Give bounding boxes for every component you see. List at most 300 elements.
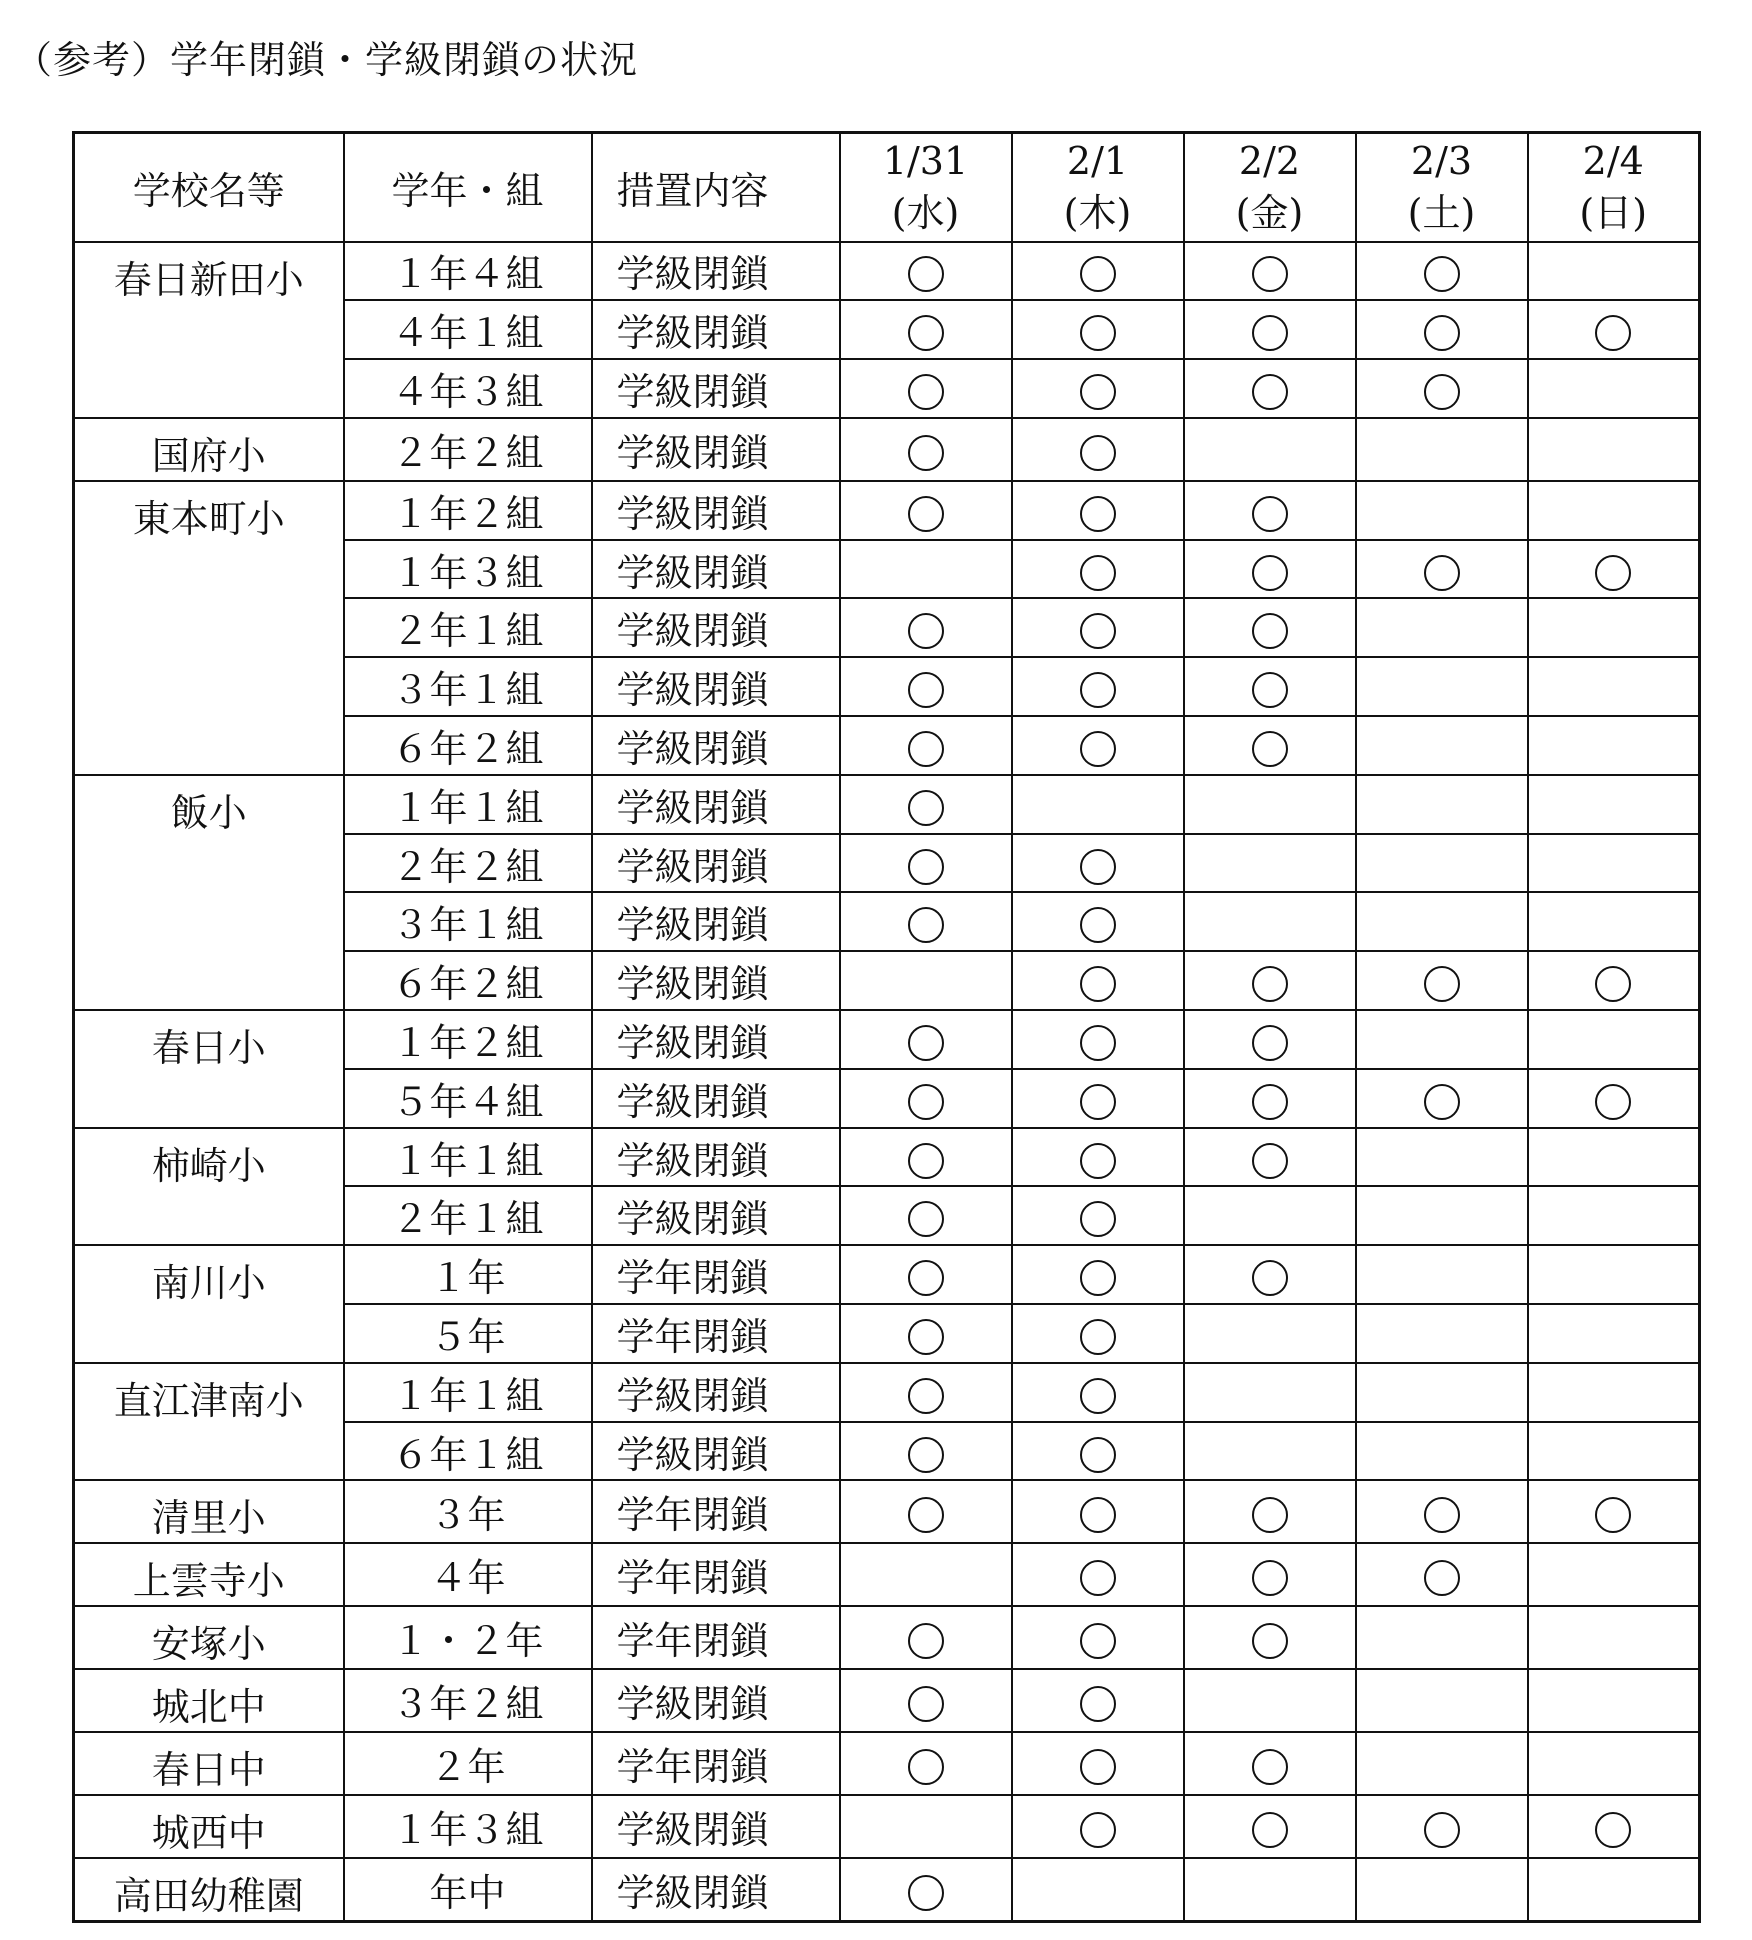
date-mark-cell — [1184, 418, 1356, 481]
grade-class-cell: ４年１組 — [344, 300, 592, 359]
table-row — [74, 1128, 1700, 1187]
measure-cell: 学級閉鎖 — [592, 540, 840, 599]
date-mark-cell — [1528, 892, 1700, 951]
school-name-cell: 柿崎小 — [74, 1128, 344, 1246]
date-mark-cell — [1528, 1304, 1700, 1363]
circle-mark-icon — [908, 1623, 944, 1659]
circle-mark-icon — [1080, 966, 1116, 1002]
date-mark-cell — [1528, 951, 1700, 1010]
date-mark-cell — [1012, 716, 1184, 775]
date-mark-cell — [840, 1732, 1012, 1795]
grade-class-cell: ３年 — [344, 1480, 592, 1543]
circle-mark-icon — [908, 1378, 944, 1414]
grade-class-cell: １・２年 — [344, 1606, 592, 1669]
circle-mark-icon — [908, 1319, 944, 1355]
date-mark-cell — [1184, 657, 1356, 716]
date-mark-cell — [1184, 1858, 1356, 1922]
school-name-cell: 直江津南小 — [74, 1363, 344, 1481]
school-name-cell: 春日小 — [74, 1010, 344, 1128]
table-row — [74, 1669, 1700, 1732]
measure-cell: 学級閉鎖 — [592, 1363, 840, 1422]
date-mark-cell — [1528, 716, 1700, 775]
date-mark-cell — [1356, 1543, 1528, 1606]
circle-mark-icon — [1080, 1025, 1116, 1061]
table-row — [74, 1480, 1700, 1543]
date-mark-cell — [1528, 1669, 1700, 1732]
date-mark-cell — [1528, 834, 1700, 893]
date-mark-cell — [1184, 951, 1356, 1010]
date-mark-cell — [1528, 359, 1700, 418]
circle-mark-icon — [1080, 613, 1116, 649]
date-mark-cell — [1356, 1732, 1528, 1795]
circle-mark-icon — [1595, 1497, 1631, 1533]
circle-mark-icon — [908, 1497, 944, 1533]
circle-mark-icon — [1595, 1812, 1631, 1848]
circle-mark-icon — [1080, 731, 1116, 767]
date-mark-cell — [1356, 1606, 1528, 1669]
grade-class-cell: １年１組 — [344, 1363, 592, 1422]
circle-mark-icon — [1080, 435, 1116, 471]
grade-class-cell: ６年１組 — [344, 1422, 592, 1481]
circle-mark-icon — [1252, 672, 1288, 708]
date-mark-cell — [1184, 242, 1356, 301]
circle-mark-icon — [1252, 1025, 1288, 1061]
date-mark-cell — [1528, 418, 1700, 481]
date-mark-cell — [840, 1606, 1012, 1669]
date-mark-cell — [1356, 1069, 1528, 1128]
measure-cell: 学級閉鎖 — [592, 834, 840, 893]
header-day-label: (金) — [1235, 191, 1304, 236]
date-mark-cell — [1012, 1069, 1184, 1128]
date-mark-cell — [1184, 1010, 1356, 1069]
header-date-label: 2/4 — [1582, 139, 1644, 184]
circle-mark-icon — [1595, 555, 1631, 591]
date-mark-cell — [1528, 598, 1700, 657]
grade-class-cell: ６年２組 — [344, 716, 592, 775]
circle-mark-icon — [1080, 496, 1116, 532]
date-mark-cell — [1012, 1732, 1184, 1795]
date-mark-cell — [1528, 242, 1700, 301]
date-mark-cell — [840, 359, 1012, 418]
circle-mark-icon — [908, 1084, 944, 1120]
date-mark-cell — [1356, 1245, 1528, 1304]
date-mark-cell — [1012, 242, 1184, 301]
date-mark-cell — [840, 300, 1012, 359]
date-mark-cell — [1012, 1543, 1184, 1606]
circle-mark-icon — [908, 1437, 944, 1473]
grade-class-cell: ３年１組 — [344, 657, 592, 716]
date-mark-cell — [1012, 1245, 1184, 1304]
table-row — [74, 775, 1700, 834]
circle-mark-icon — [1080, 907, 1116, 943]
date-mark-cell — [1356, 775, 1528, 834]
circle-mark-icon — [1252, 256, 1288, 292]
circle-mark-icon — [908, 1201, 944, 1237]
date-mark-cell — [1356, 481, 1528, 540]
grade-class-cell: ５年 — [344, 1304, 592, 1363]
date-mark-cell — [1184, 1480, 1356, 1543]
date-mark-cell — [1012, 775, 1184, 834]
grade-class-cell: ２年１組 — [344, 598, 592, 657]
circle-mark-icon — [1080, 1686, 1116, 1722]
circle-mark-icon — [1080, 315, 1116, 351]
date-mark-cell — [840, 1480, 1012, 1543]
date-mark-cell — [1356, 418, 1528, 481]
grade-class-cell: １年３組 — [344, 1795, 592, 1858]
circle-mark-icon — [908, 1260, 944, 1296]
header-date-3 — [1356, 133, 1528, 242]
grade-class-cell: ２年２組 — [344, 834, 592, 893]
date-mark-cell — [1184, 598, 1356, 657]
date-mark-cell — [1184, 1363, 1356, 1422]
circle-mark-icon — [1080, 1749, 1116, 1785]
circle-mark-icon — [1424, 374, 1460, 410]
date-mark-cell — [1528, 1543, 1700, 1606]
date-mark-cell — [840, 1069, 1012, 1128]
date-mark-cell — [840, 892, 1012, 951]
date-mark-cell — [1356, 716, 1528, 775]
circle-mark-icon — [908, 731, 944, 767]
grade-class-cell: ２年１組 — [344, 1186, 592, 1245]
grade-class-cell: ３年２組 — [344, 1669, 592, 1732]
date-mark-cell — [1528, 481, 1700, 540]
circle-mark-icon — [908, 315, 944, 351]
measure-cell: 学級閉鎖 — [592, 1858, 840, 1922]
date-mark-cell — [1528, 300, 1700, 359]
header-grade: 学年・組 — [344, 133, 592, 242]
circle-mark-icon — [1080, 1812, 1116, 1848]
grade-class-cell: ４年３組 — [344, 359, 592, 418]
circle-mark-icon — [1080, 1201, 1116, 1237]
date-mark-cell — [1528, 775, 1700, 834]
circle-mark-icon — [908, 1749, 944, 1785]
date-mark-cell — [1356, 1858, 1528, 1922]
date-mark-cell — [1012, 1858, 1184, 1922]
measure-cell: 学級閉鎖 — [592, 775, 840, 834]
circle-mark-icon — [1080, 1623, 1116, 1659]
measure-cell: 学級閉鎖 — [592, 418, 840, 481]
date-mark-cell — [1528, 1363, 1700, 1422]
measure-cell: 学年閉鎖 — [592, 1245, 840, 1304]
measure-cell: 学級閉鎖 — [592, 1669, 840, 1732]
date-mark-cell — [1528, 540, 1700, 599]
date-mark-cell — [1184, 716, 1356, 775]
date-mark-cell — [1356, 598, 1528, 657]
circle-mark-icon — [908, 1025, 944, 1061]
date-mark-cell — [1184, 540, 1356, 599]
date-mark-cell — [1356, 657, 1528, 716]
circle-mark-icon — [1252, 1623, 1288, 1659]
header-day-label: (水) — [891, 191, 960, 236]
circle-mark-icon — [1424, 1497, 1460, 1533]
circle-mark-icon — [1080, 1260, 1116, 1296]
date-mark-cell — [1184, 300, 1356, 359]
measure-cell: 学級閉鎖 — [592, 892, 840, 951]
date-mark-cell — [1356, 300, 1528, 359]
date-mark-cell — [1012, 1304, 1184, 1363]
circle-mark-icon — [1080, 1143, 1116, 1179]
circle-mark-icon — [908, 672, 944, 708]
date-mark-cell — [1012, 1480, 1184, 1543]
circle-mark-icon — [1252, 1084, 1288, 1120]
circle-mark-icon — [1080, 256, 1116, 292]
circle-mark-icon — [1080, 555, 1116, 591]
date-mark-cell — [1184, 1304, 1356, 1363]
circle-mark-icon — [908, 849, 944, 885]
measure-cell: 学級閉鎖 — [592, 657, 840, 716]
page-title: （参考）学年閉鎖・学級閉鎖の状況 — [14, 38, 639, 82]
circle-mark-icon — [1424, 1812, 1460, 1848]
date-mark-cell — [1528, 1732, 1700, 1795]
date-mark-cell — [1528, 1606, 1700, 1669]
date-mark-cell — [840, 1363, 1012, 1422]
circle-mark-icon — [908, 374, 944, 410]
date-mark-cell — [1012, 481, 1184, 540]
date-mark-cell — [1184, 481, 1356, 540]
school-name-cell: 東本町小 — [74, 481, 344, 775]
school-name-cell: 安塚小 — [74, 1606, 344, 1669]
circle-mark-icon — [908, 435, 944, 471]
school-name-cell: 春日新田小 — [74, 242, 344, 418]
circle-mark-icon — [1252, 1812, 1288, 1848]
grade-class-cell: ６年２組 — [344, 951, 592, 1010]
school-name-cell: 南川小 — [74, 1245, 344, 1363]
measure-cell: 学年閉鎖 — [592, 1304, 840, 1363]
circle-mark-icon — [908, 1875, 944, 1911]
date-mark-cell — [840, 951, 1012, 1010]
date-mark-cell — [840, 1422, 1012, 1481]
table-row — [74, 481, 1700, 540]
date-mark-cell — [840, 540, 1012, 599]
school-name-cell: 国府小 — [74, 418, 344, 481]
school-name-cell: 春日中 — [74, 1732, 344, 1795]
date-mark-cell — [1012, 540, 1184, 599]
date-mark-cell — [1356, 951, 1528, 1010]
date-mark-cell — [1528, 1186, 1700, 1245]
header-date-0 — [840, 133, 1012, 242]
date-mark-cell — [1184, 892, 1356, 951]
grade-class-cell: ２年 — [344, 1732, 592, 1795]
measure-cell: 学級閉鎖 — [592, 1069, 840, 1128]
date-mark-cell — [1012, 418, 1184, 481]
circle-mark-icon — [908, 496, 944, 532]
date-mark-cell — [1356, 892, 1528, 951]
grade-class-cell: １年２組 — [344, 1010, 592, 1069]
date-mark-cell — [1528, 1069, 1700, 1128]
date-mark-cell — [840, 1669, 1012, 1732]
date-mark-cell — [1012, 1363, 1184, 1422]
header-day-label: (土) — [1407, 191, 1476, 236]
measure-cell: 学級閉鎖 — [592, 951, 840, 1010]
date-mark-cell — [1528, 1422, 1700, 1481]
circle-mark-icon — [1595, 315, 1631, 351]
circle-mark-icon — [908, 613, 944, 649]
date-mark-cell — [840, 1858, 1012, 1922]
measure-cell: 学級閉鎖 — [592, 242, 840, 301]
date-mark-cell — [1356, 1304, 1528, 1363]
table-row — [74, 1245, 1700, 1304]
date-mark-cell — [1356, 242, 1528, 301]
circle-mark-icon — [1080, 1497, 1116, 1533]
grade-class-cell: １年 — [344, 1245, 592, 1304]
school-name-cell: 清里小 — [74, 1480, 344, 1543]
date-mark-cell — [1356, 1422, 1528, 1481]
date-mark-cell — [1012, 1606, 1184, 1669]
circle-mark-icon — [1595, 1084, 1631, 1120]
measure-cell: 学級閉鎖 — [592, 1186, 840, 1245]
header-school: 学校名等 — [74, 133, 344, 242]
grade-class-cell: １年４組 — [344, 242, 592, 301]
circle-mark-icon — [908, 1143, 944, 1179]
circle-mark-icon — [1080, 1319, 1116, 1355]
circle-mark-icon — [908, 256, 944, 292]
circle-mark-icon — [908, 790, 944, 826]
date-mark-cell — [1356, 1669, 1528, 1732]
measure-cell: 学年閉鎖 — [592, 1543, 840, 1606]
school-name-cell: 飯小 — [74, 775, 344, 1010]
circle-mark-icon — [1252, 1497, 1288, 1533]
circle-mark-icon — [1252, 1260, 1288, 1296]
measure-cell: 学級閉鎖 — [592, 359, 840, 418]
circle-mark-icon — [1424, 1560, 1460, 1596]
date-mark-cell — [1012, 1422, 1184, 1481]
date-mark-cell — [1184, 1069, 1356, 1128]
grade-class-cell: １年３組 — [344, 540, 592, 599]
table-row — [74, 1543, 1700, 1606]
date-mark-cell — [840, 1304, 1012, 1363]
grade-class-cell: 年中 — [344, 1858, 592, 1922]
grade-class-cell: １年１組 — [344, 775, 592, 834]
circle-mark-icon — [1252, 374, 1288, 410]
date-mark-cell — [1356, 359, 1528, 418]
grade-class-cell: １年１組 — [344, 1128, 592, 1187]
circle-mark-icon — [1252, 315, 1288, 351]
date-mark-cell — [1356, 1795, 1528, 1858]
header-day-label: (日) — [1579, 191, 1648, 236]
date-mark-cell — [1012, 598, 1184, 657]
date-mark-cell — [840, 1010, 1012, 1069]
date-mark-cell — [1012, 300, 1184, 359]
date-mark-cell — [1528, 1480, 1700, 1543]
grade-class-cell: ５年４組 — [344, 1069, 592, 1128]
date-mark-cell — [840, 1543, 1012, 1606]
grade-class-cell: ２年２組 — [344, 418, 592, 481]
table-body — [74, 242, 1700, 1922]
date-mark-cell — [1184, 1795, 1356, 1858]
date-mark-cell — [840, 242, 1012, 301]
circle-mark-icon — [1080, 1378, 1116, 1414]
circle-mark-icon — [1252, 1749, 1288, 1785]
circle-mark-icon — [1252, 613, 1288, 649]
date-mark-cell — [1356, 1363, 1528, 1422]
date-mark-cell — [840, 1128, 1012, 1187]
header-date-4 — [1528, 133, 1700, 242]
measure-cell: 学級閉鎖 — [592, 598, 840, 657]
school-name-cell: 上雲寺小 — [74, 1543, 344, 1606]
date-mark-cell — [1528, 657, 1700, 716]
circle-mark-icon — [1252, 1143, 1288, 1179]
grade-class-cell: ４年 — [344, 1543, 592, 1606]
date-mark-cell — [1012, 951, 1184, 1010]
date-mark-cell — [1012, 1010, 1184, 1069]
date-mark-cell — [1184, 1128, 1356, 1187]
date-mark-cell — [1184, 1669, 1356, 1732]
circle-mark-icon — [1252, 731, 1288, 767]
measure-cell: 学級閉鎖 — [592, 481, 840, 540]
date-mark-cell — [1012, 1186, 1184, 1245]
circle-mark-icon — [1424, 555, 1460, 591]
circle-mark-icon — [1424, 315, 1460, 351]
date-mark-cell — [1356, 1186, 1528, 1245]
date-mark-cell — [840, 481, 1012, 540]
date-mark-cell — [1012, 359, 1184, 418]
date-mark-cell — [1012, 834, 1184, 893]
grade-class-cell: １年２組 — [344, 481, 592, 540]
date-mark-cell — [1012, 892, 1184, 951]
circle-mark-icon — [1080, 374, 1116, 410]
date-mark-cell — [1528, 1858, 1700, 1922]
circle-mark-icon — [1252, 1560, 1288, 1596]
date-mark-cell — [1528, 1128, 1700, 1187]
date-mark-cell — [1012, 1795, 1184, 1858]
date-mark-cell — [840, 657, 1012, 716]
measure-cell: 学級閉鎖 — [592, 1128, 840, 1187]
date-mark-cell — [1012, 657, 1184, 716]
date-mark-cell — [1356, 1480, 1528, 1543]
date-mark-cell — [840, 598, 1012, 657]
measure-cell: 学級閉鎖 — [592, 300, 840, 359]
date-mark-cell — [1184, 1422, 1356, 1481]
date-mark-cell — [840, 1795, 1012, 1858]
circle-mark-icon — [908, 1686, 944, 1722]
date-mark-cell — [1184, 1732, 1356, 1795]
date-mark-cell — [1184, 359, 1356, 418]
header-date-2 — [1184, 133, 1356, 242]
circle-mark-icon — [1080, 849, 1116, 885]
circle-mark-icon — [1080, 672, 1116, 708]
date-mark-cell — [840, 834, 1012, 893]
date-mark-cell — [1356, 540, 1528, 599]
circle-mark-icon — [1252, 496, 1288, 532]
date-mark-cell — [840, 1245, 1012, 1304]
date-mark-cell — [1528, 1795, 1700, 1858]
school-name-cell: 城北中 — [74, 1669, 344, 1732]
header-date-label: 2/3 — [1410, 139, 1473, 184]
date-mark-cell — [1528, 1010, 1700, 1069]
circle-mark-icon — [1252, 555, 1288, 591]
date-mark-cell — [1184, 1543, 1356, 1606]
closure-status-table — [72, 131, 1701, 1923]
table-row — [74, 1795, 1700, 1858]
date-mark-cell — [840, 1186, 1012, 1245]
date-mark-cell — [1528, 1245, 1700, 1304]
table-row — [74, 1363, 1700, 1422]
table-row — [74, 1010, 1700, 1069]
grade-class-cell: ３年１組 — [344, 892, 592, 951]
circle-mark-icon — [1424, 966, 1460, 1002]
circle-mark-icon — [1080, 1437, 1116, 1473]
measure-cell: 学級閉鎖 — [592, 1795, 840, 1858]
circle-mark-icon — [908, 907, 944, 943]
header-date-label: 1/31 — [882, 139, 969, 184]
date-mark-cell — [1184, 775, 1356, 834]
table-row — [74, 1732, 1700, 1795]
date-mark-cell — [1012, 1669, 1184, 1732]
school-name-cell: 高田幼稚園 — [74, 1858, 344, 1922]
measure-cell: 学級閉鎖 — [592, 1010, 840, 1069]
date-mark-cell — [1184, 1245, 1356, 1304]
date-mark-cell — [840, 418, 1012, 481]
